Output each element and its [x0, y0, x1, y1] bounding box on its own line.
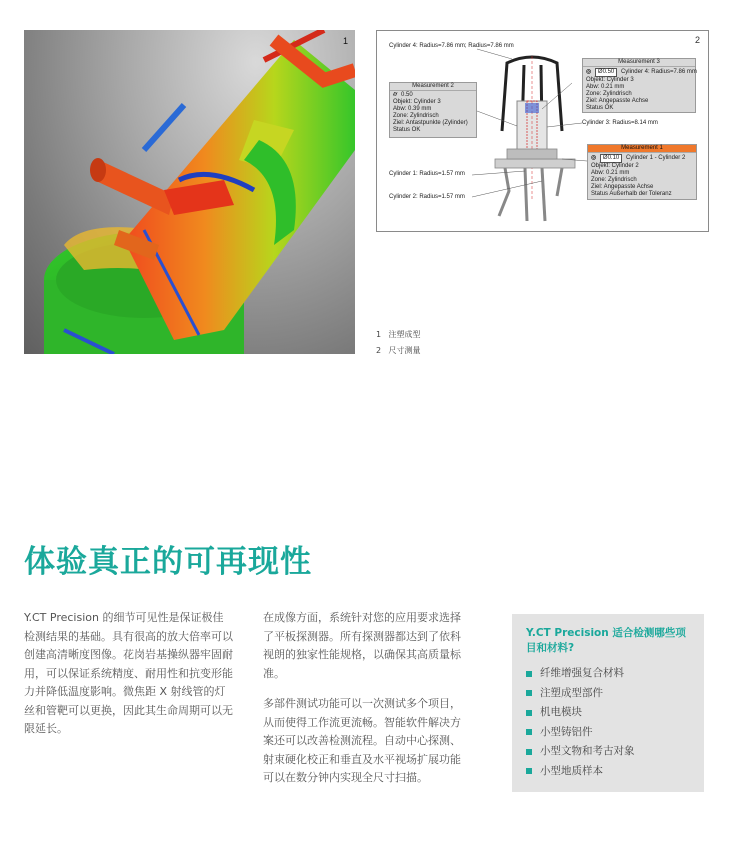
cylinder-1-label: Cylinder 1: Radius=1.57 mm: [389, 171, 465, 177]
concentricity-icon: ◎: [591, 155, 597, 161]
list-item-label: 机电模块: [540, 706, 582, 718]
measurement-3-line: Objekt: Cylinder 3: [586, 77, 634, 83]
measurement-1-line: Abw: 0.21 mm: [591, 170, 630, 176]
paragraph: 多部件测试功能可以一次测试多个项目，从而使得工作流更流畅。智能软件解决方案还可以改善检测流程。自动中心探测、射束硬化校正和垂直及水平视场扩展功能可以在数分钟内实现全尺寸扫描。: [263, 697, 461, 784]
list-item-label: 小型铸铝件: [540, 725, 593, 738]
caption-text: 尺寸测量: [388, 346, 421, 355]
dimension-measurement-drawing: [376, 30, 709, 232]
measurement-2-box: [389, 82, 477, 138]
figure-number-2: 2: [694, 35, 700, 45]
measurement-1-line: Objekt: Cylinder 2: [591, 163, 639, 169]
measurement-1-tolerance: Ø0.10: [600, 154, 622, 163]
measurement-1-line: Status Außerhalb der Toleranz: [591, 191, 672, 197]
square-bullet-icon: [526, 749, 532, 755]
list-item-label: 纤维增强复合材料: [540, 667, 624, 679]
application-list: [526, 664, 692, 781]
list-item: [526, 684, 692, 704]
square-bullet-icon: [526, 768, 532, 774]
list-item: [526, 723, 692, 743]
list-item-label: 注塑成型部件: [540, 686, 603, 699]
cylinder-4-label: Cylinder 4: Radius=7.86 mm; Radius=7.86 mm: [389, 43, 514, 49]
square-bullet-icon: [526, 690, 532, 696]
measurement-2-line: Zone: Zylindrisch: [393, 113, 439, 119]
caption-number: 2: [376, 346, 382, 355]
caption-text: 注塑成型: [388, 330, 421, 339]
cylinder-3-label: Cylinder 3: Radius=8.14 mm: [582, 120, 658, 126]
measurement-3-title: Measurement 3: [583, 59, 695, 67]
applications-sidebar: [512, 614, 704, 792]
list-item: [526, 762, 692, 782]
body-column-2: [263, 609, 463, 800]
paragraph: Y.CT Precision 的细节可见性是保证极佳检测结果的基础。具有很高的放大倍率可以创建高清晰度图像。花岗岩基操纵器牢固耐用，可以保证系统精度、耐用性和抗变形能力并降低温度影响。微焦距 X 射线管的灯丝和管靶可以更换，因此其生命周期可以无限延长。: [24, 611, 233, 735]
measurement-2-line: Status OK: [393, 127, 421, 133]
figure-caption: [376, 329, 421, 340]
measurement-2-line: Ziel: Antastpunkte (Zylinder): [393, 120, 468, 126]
square-bullet-icon: [526, 729, 532, 735]
square-bullet-icon: [526, 710, 532, 716]
measurement-2-line: Abw: 0.39 mm: [393, 106, 432, 112]
list-item: [526, 664, 692, 684]
section-heading: 体验真正的可再现性: [24, 544, 312, 580]
measurement-3-line: Zone: Zylindrisch: [586, 91, 632, 97]
measurement-3-line: Abw: 0.21 mm: [586, 84, 625, 90]
figure-caption: [376, 345, 421, 356]
list-item-label: 小型地质样本: [540, 764, 603, 777]
measurement-1-line: Zone: Zylindrisch: [591, 177, 637, 183]
list-item-label: 小型文物和考古对象: [540, 745, 635, 757]
cylindricity-icon: ⌭: [393, 92, 398, 98]
measurement-1-reference: Cylinder 1 - Cylinder 2: [625, 155, 686, 161]
concentricity-icon: ◎: [586, 69, 592, 75]
measurement-3-line: Ziel: Angepasste Achse: [586, 98, 649, 104]
body-column-1: [24, 609, 234, 751]
cylinder-2-label: Cylinder 2: Radius=1.57 mm: [389, 194, 465, 200]
measurement-1-box: [587, 144, 697, 200]
measurement-3-reference: Cylinder 4: Radius=7.86 mm: [620, 69, 697, 75]
measurement-2-title: Measurement 2: [390, 83, 476, 91]
square-bullet-icon: [526, 671, 532, 677]
ct-scan-image: [24, 30, 355, 354]
measurement-3-box: [582, 58, 696, 113]
measurement-1-title: Measurement 1: [588, 145, 696, 153]
caption-number: 1: [376, 330, 382, 339]
measurement-1-line: Ziel: Angepasste Achse: [591, 184, 654, 190]
measurement-2-line: Objekt: Cylinder 3: [393, 99, 441, 105]
sidebar-title: Y.CT Precision 适合检测哪些项目和材料?: [526, 627, 686, 654]
list-item: [526, 703, 692, 723]
ct-scan-render: [24, 30, 355, 354]
list-item: [526, 742, 692, 762]
measurement-3-tolerance: Ø0.50: [595, 68, 617, 77]
paragraph: 在成像方面，系统针对您的应用要求选择了平板探测器。所有探测器都达到了依科视朗的独家性能规格，以确保其高质量标准。: [263, 611, 461, 680]
figure-number-1: 1: [342, 36, 348, 46]
measurement-3-line: Status OK: [586, 105, 614, 111]
measurement-2-tolerance: 0.50: [400, 92, 413, 98]
